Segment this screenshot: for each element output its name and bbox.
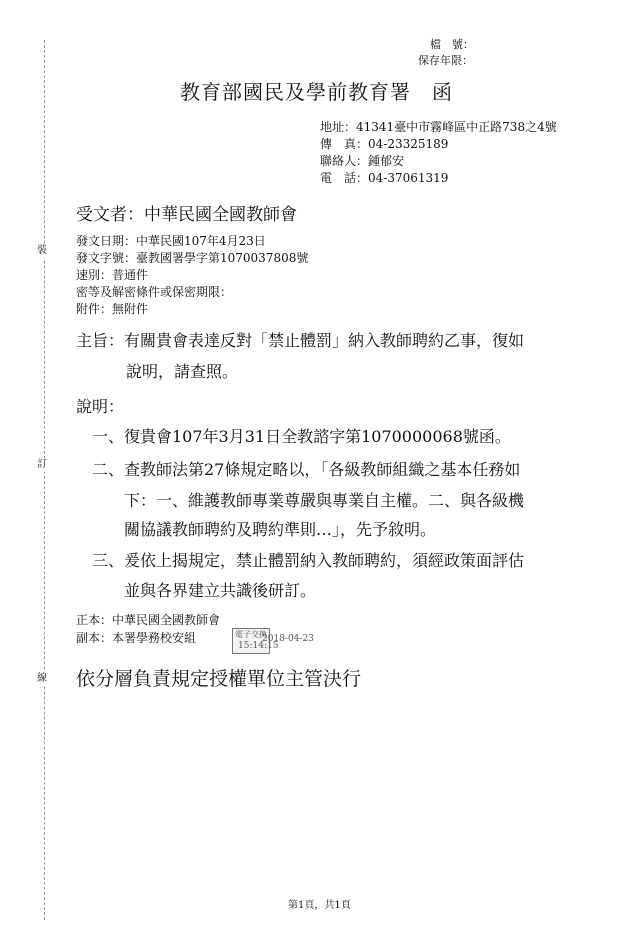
phone-line: 電 話：04-37061319 — [320, 171, 449, 185]
issue-date: 發文日期：中華民國107年4月23日 — [76, 234, 266, 248]
explanation-item-1: 一、復貴會107年3月31日全教諮字第1070000068號函。 — [92, 427, 511, 446]
secrecy-level: 密等及解密條件或保密期限： — [76, 285, 233, 299]
document-title: 教育部國民及學前教育署 函 — [180, 80, 453, 104]
copy-recipient: 副本：本署學務校安組 — [76, 631, 197, 645]
stamp-date: 2018-04-23 — [262, 634, 314, 644]
subject-line-2: 說明，請查照。 — [126, 362, 239, 381]
attachment: 附件：無附件 — [76, 302, 149, 316]
subject-line-1: 主旨：有關貴會表達反對「禁止體罰」納入教師聘約乙事，復如 — [76, 331, 525, 350]
stamp-time: 15:14:15 — [238, 641, 279, 651]
file-number-label: 檔 號： — [430, 38, 474, 51]
fax-line: 傳 真：04-23325189 — [320, 137, 449, 151]
contact-block — [320, 119, 557, 187]
binding-char-xian: 線 — [37, 673, 47, 684]
explanation-item-2-line-1: 二、查教師法第27條規定略以，「各級教師組織之基本任務如 — [92, 460, 521, 479]
explanation-item-3-line-1: 三、爰依上揭規定，禁止體罰納入教師聘約，須經政策面評估 — [92, 551, 525, 570]
issue-number: 發文字號：臺教國署學字第1070037808號 — [76, 251, 309, 265]
issue-meta-block — [76, 233, 308, 318]
explanation-item-2-line-3: 關協議教師聘約及聘約準則…」，先予敘明。 — [124, 520, 437, 539]
stamp-label: 電子交換 — [235, 630, 267, 639]
binding-char-zhuang: 裝 — [37, 245, 47, 256]
delegation-statement: 依分層負責規定授權單位主管決行 — [76, 668, 362, 690]
contact-person-line: 聯絡人：鍾郁安 — [320, 154, 405, 168]
address-line: 地址：41341臺中市霧峰區中正路738之4號 — [320, 120, 557, 134]
binding-line — [44, 40, 45, 920]
explanation-item-3-line-2: 並與各界建立共識後研訂。 — [124, 581, 317, 600]
retention-label: 保存年限： — [418, 54, 473, 67]
explanation-item-2-line-2: 下：一、維護教師專業尊嚴與專業自主權。二、與各級機 — [124, 491, 525, 510]
speed-level: 速別：普通件 — [76, 268, 149, 282]
binding-char-ding: 訂 — [37, 459, 47, 470]
recipient: 受文者：中華民國全國教師會 — [76, 205, 297, 225]
original-recipient: 正本：中華民國全國教師會 — [76, 613, 221, 627]
page-number: 第1頁，共1頁 — [288, 900, 351, 911]
explanation-label: 說明： — [76, 397, 125, 416]
